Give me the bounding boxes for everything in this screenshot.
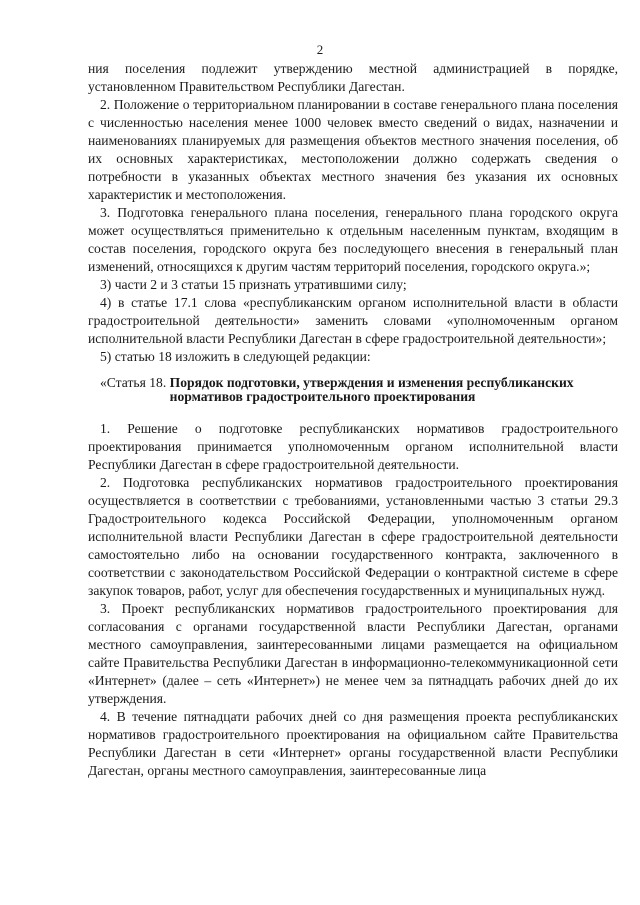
article-label: «Статья 18. <box>100 375 170 390</box>
paragraph-item-2: 2. Положение о территориальном планировании в составе генерального плана поселения с численностью населения менее 1000 человек вместо сведений о видах, назначении и наименованиях планируемых для размещения объектов местного значения поселения, об их основных характеристиках, местоположении должно содержать сведения о потребности в указанных объектах местного значения без указания их основных характеристик и местоположения. <box>88 97 618 202</box>
article-paragraph-2: 2. Подготовка республиканских нормативов градостроительного проектирования осуществляется в соответствии с требованиями, установленными частью 3 статьи 29.3 Градостроительного кодекса Российской Федерации, уполномоченным органом исполнительной власти Республики Дагестан в сфере градостроительной деятельности самостоятельно либо на основании государственного контракта, заключенного в соответствии с законодательством Российской Федерации о контрактной системе в сфере закупок товаров, работ, услуг для обеспечения государственных и муниципальных нужд. <box>88 475 618 598</box>
paragraph-continuation: ния поселения подлежит утверждению местной администрацией в порядке, установленном Правительством Республики Дагестан. <box>88 61 618 94</box>
document-body <box>88 60 618 780</box>
article-paragraph-3: 3. Проект республиканских нормативов градостроительного проектирования для согласования с органами государственной власти Республики Дагестан, органами местного самоуправления, заинтересованными лицами размещается на официальном сайте Правительства Республики Дагестан в информационно-телекоммуникационной сети «Интернет» (далее – сеть «Интернет») не менее чем за пятнадцать рабочих дней до их утверждения. <box>88 601 618 706</box>
amendment-item-3: 3) части 2 и 3 статьи 15 признать утратившими силу; <box>100 277 407 292</box>
article-heading <box>100 376 618 404</box>
amendment-item-4: 4) в статье 17.1 слова «республиканским органом исполнительной власти в области градостроительной деятельности» заменить словами «уполномоченным органом исполнительной власти Республики Дагестан в сфере градостроительной деятельности»; <box>88 295 618 346</box>
article-paragraph-4: 4. В течение пятнадцати рабочих дней со дня размещения проекта республиканских нормативов градостроительного проектирования на официальном сайте Правительства Республики Дагестан в сети «Интернет» органы государственной власти Республики Дагестан, органы местного самоуправления, заинтересованные лица <box>88 709 618 778</box>
article-paragraph-1: 1. Решение о подготовке республиканских нормативов градостроительного проектирования принимается уполномоченным органом исполнительной власти Республики Дагестан в сфере градостроительной деятельности. <box>88 421 618 472</box>
paragraph-item-3: 3. Подготовка генерального плана поселения, генерального плана городского округа может осуществляться применительно к отдельным населенным пунктам, входящим в состав поселения, городского округа без последующего внесения в генеральный план изменений, относящихся к другим частям территорий поселения, городского округа.»; <box>88 205 618 274</box>
page-number: 2 <box>316 42 324 57</box>
amendment-item-5: 5) статью 18 изложить в следующей редакции: <box>100 349 371 364</box>
article-title: Порядок подготовки, утверждения и изменения республиканских нормативов градостроительного проектирования <box>169 375 574 404</box>
